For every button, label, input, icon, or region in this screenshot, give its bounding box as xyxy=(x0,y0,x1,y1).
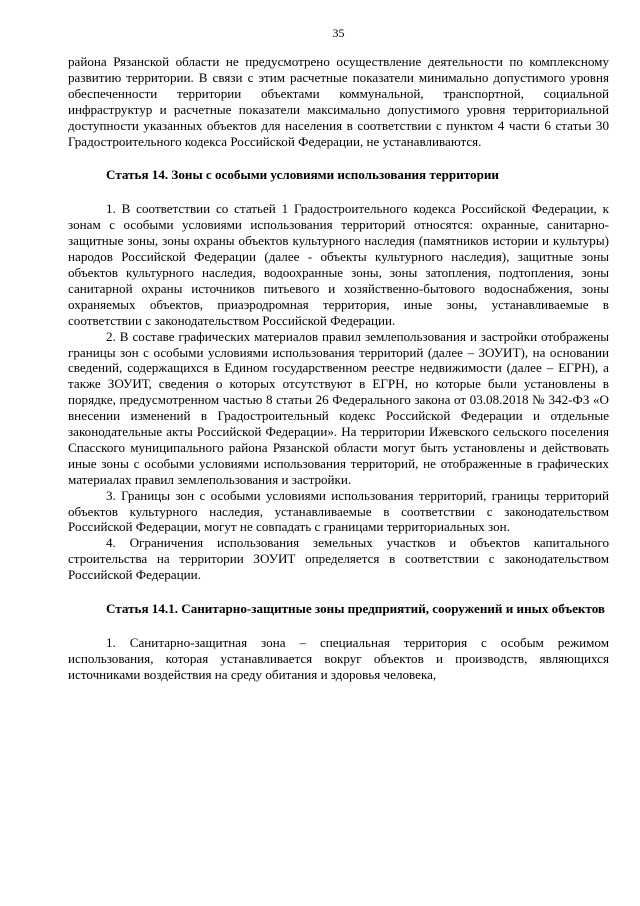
page-number: 35 xyxy=(332,26,345,40)
article-14-paragraph-2: 2. В составе графических материалов правил землепользования и застройки отображены границы зон с особыми условиями использования территорий (далее – ЗОУИТ), на основании сведений, содержащихся в Едином государственном реестре недвижимости (далее – ЕГРН), а также ЗОУИТ, сведения о которых отсутствуют в ЕГРН, но которые были установлены в порядке, предусмотренном частью 8 статьи 26 Федерального закона от 03.08.2018 № 342-ФЗ «О внесении изменений в Градостроительный кодекс Российской Федерации и отдельные законодательные акты Российской Федерации». На территории Ижевского сельского поселения Спасского муниципального района Рязанской области могут быть установлены и действовать иные зоны с особыми условиями использования территорий, не отображенные в графических материалах правил землепользования и застройки. xyxy=(68,328,609,487)
article-14-1-paragraph-1: 1. Санитарно-защитная зона – специальная территория с особым режимом использования, которая устанавливается вокруг объектов и производств, являющихся источниками воздействия на среду обитания и здоровья человека, xyxy=(68,635,609,682)
article-14-title: Статья 14. Зоны с особыми условиями использования территории xyxy=(106,167,499,183)
document-page xyxy=(68,26,609,683)
article-14-paragraph-1: 1. В соответствии со статьей 1 Градостроительного кодекса Российской Федерации, к зонам с особыми условиями использования территорий относятся: охранные, санитарно-защитные зоны, зоны охраны объектов культурного наследия (памятников истории и культуры) народов Российской Федерации (далее - объекты культурного наследия), защитные зоны объектов культурного наследия, водоохранные зоны, зоны затопления, подтопления, зоны санитарной охраны источников питьевого и хозяйственно-бытового водоснабжения, зоны охраняемых объектов, приаэродромная территория, иные зоны, устанавливаемые в соответствии с законодательством Российской Федерации. xyxy=(68,201,609,328)
article-14-paragraph-4: 4. Ограничения использования земельных участков и объектов капитального строительства на территории ЗОУИТ определяется в соответствии с законодательством Российской Федерации. xyxy=(68,535,609,583)
article-14-paragraph-3: 3. Границы зон с особыми условиями использования территорий, границы территорий объектов культурного наследия, устанавливаемые в соответствии с законодательством Российской Федерации, могут не совпадать с границами территориальных зон. xyxy=(68,487,609,535)
intro-paragraph: района Рязанской области не предусмотрено осуществление деятельности по комплексному развитию территории. В связи с этим расчетные показатели минимально допустимого уровня обеспеченности территории объектами коммунальной, транспортной, социальной инфраструктур и расчетные показатели максимально допустимого уровня территориальной доступности указанных объектов для населения в соответствии с пунктом 4 части 6 статьи 30 Градостроительного кодекса Российской Федерации, не устанавливаются. xyxy=(68,54,609,149)
article-14-1-title: Статья 14.1. Санитарно-защитные зоны предприятий, сооружений и иных объектов xyxy=(106,601,605,617)
